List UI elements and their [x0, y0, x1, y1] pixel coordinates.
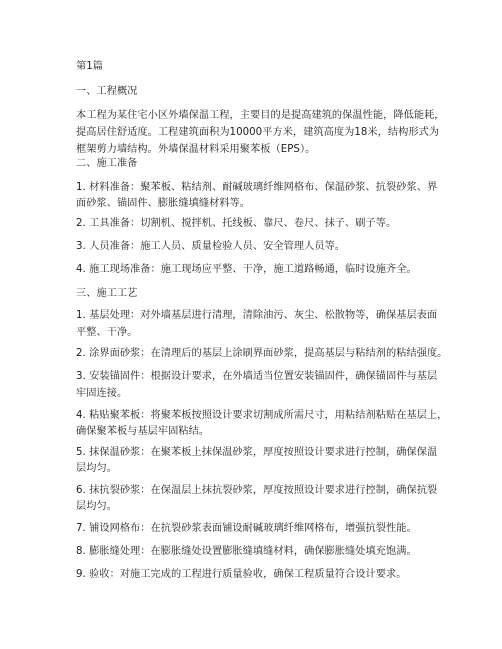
- overview-paragraph-line: 提高居住舒适度。工程建筑面积为10000平方米，建筑高度为18米，结构形式为: [76, 127, 440, 138]
- process-item-6-continued: 层均匀。: [76, 501, 117, 512]
- page-label: 第1篇: [76, 61, 104, 72]
- overview-paragraph-line: 框架剪力墙结构。外墙保温材料采用聚苯板（EPS）。: [76, 144, 316, 155]
- process-item-2: 2. 涂界面砂浆：在清理后的基层上涂刷界面砂浆，提高基层与粘结剂的粘结强度。: [76, 348, 448, 359]
- process-item-4-continued: 确保聚苯板与基层牢固粘结。: [76, 426, 210, 437]
- section-heading-overview: 一、工程概况: [76, 86, 138, 97]
- process-item-4: 4. 粘贴聚苯板：将聚苯板按照设计要求切割成所需尺寸，用粘结剂粘贴在基层上，: [76, 410, 448, 421]
- process-item-6: 6. 抹抗裂砂浆：在保温层上抹抗裂砂浆，厚度按照设计要求进行控制，确保抗裂: [76, 485, 438, 496]
- process-item-8: 8. 膨胀缝处理：在膨胀缝处设置膨胀缝填缝材料，确保膨胀缝处填充饱满。: [76, 546, 417, 557]
- section-heading-process: 三、施工工艺: [76, 288, 138, 299]
- process-item-1: 1. 基层处理：对外墙基层进行清理，清除油污、灰尘、松散物等，确保基层表面: [76, 310, 438, 321]
- process-item-5: 5. 抹保温砂浆：在聚苯板上抹保温砂浆，厚度按照设计要求进行控制，确保保温: [76, 447, 438, 458]
- process-item-3-continued: 牢固连接。: [76, 388, 128, 399]
- preparation-item-2: 2. 工具准备：切割机、搅拌机、托线板、靠尺、卷尺、抹子、刷子等。: [76, 218, 397, 229]
- process-item-9: 9. 验收：对施工完成的工程进行质量验收，确保工程质量符合设计要求。: [76, 569, 407, 580]
- process-item-3: 3. 安装锚固件：根据设计要求，在外墙适当位置安装锚固件，确保锚固件与基层: [76, 371, 438, 382]
- preparation-item-1-continued: 面砂浆、锚固件、膨胀缝填缝材料等。: [76, 198, 251, 209]
- process-item-5-continued: 层均匀。: [76, 463, 117, 474]
- preparation-item-4: 4. 施工现场准备：施工现场应平整、干净，施工道路畅通，临时设施齐全。: [76, 264, 417, 275]
- preparation-item-3: 3. 人员准备：施工人员、质量检验人员、安全管理人员等。: [76, 241, 346, 252]
- preparation-item-1: 1. 材料准备：聚苯板、粘结剂、耐碱玻璃纤维网格布、保温砂浆、抗裂砂浆、界: [76, 182, 438, 193]
- process-item-7: 7. 铺设网格布：在抗裂砂浆表面铺设耐碱玻璃纤维网格布，增强抗裂性能。: [76, 523, 417, 534]
- overview-paragraph-line: 本工程为某住宅小区外墙保温工程，主要目的是提高建筑的保温性能，降低能耗，: [76, 110, 445, 121]
- section-heading-preparation: 二、施工准备: [76, 158, 138, 169]
- process-item-1-continued: 平整、干净。: [76, 327, 138, 338]
